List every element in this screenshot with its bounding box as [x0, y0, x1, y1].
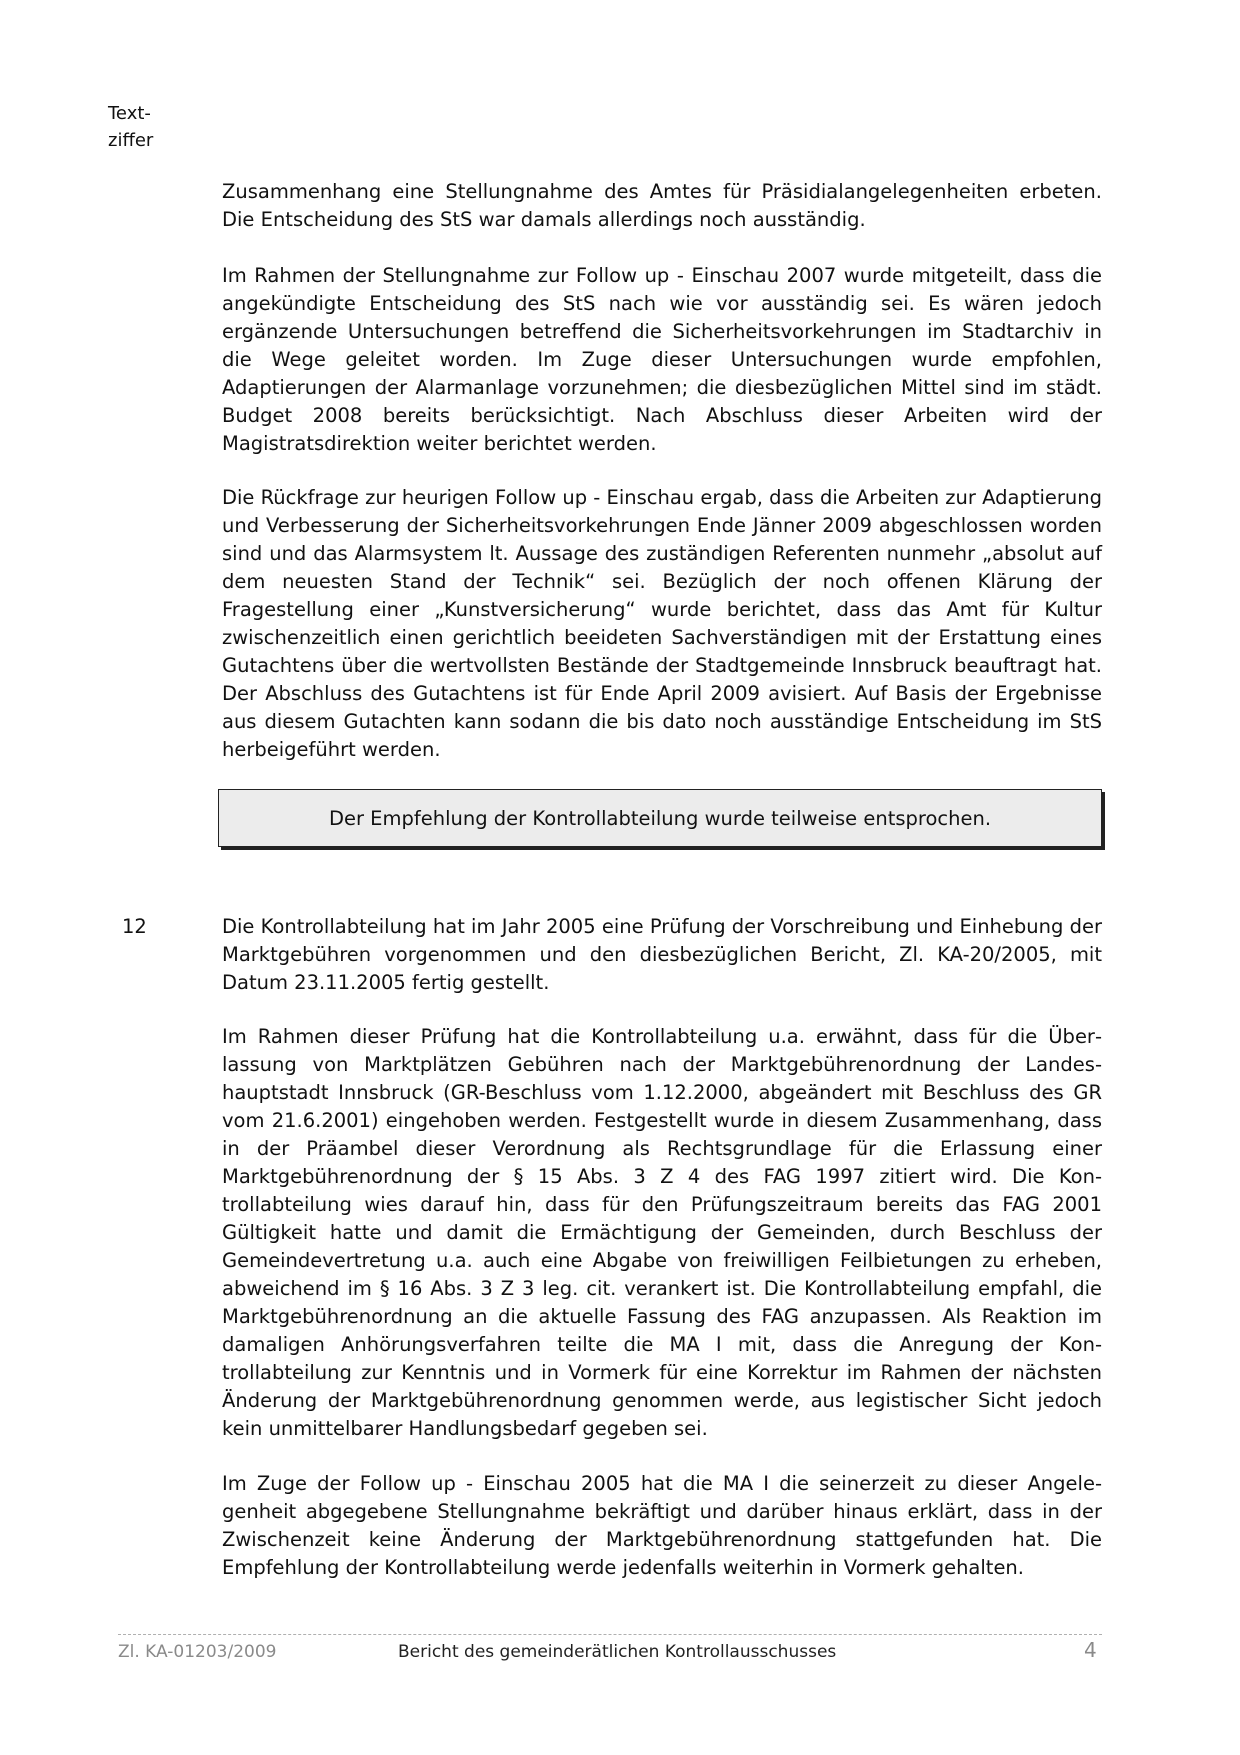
paragraph-text: Die Kontrollabteilung hat im Jahr 2005 eine Prüfung der Vorschreibung und Einhebung der Marktgebühren vorgenommen und den diesbezüglichen Bericht, Zl. KA-20/2005, mit Datum 23.11.2005 fertig gestellt.: [222, 915, 1102, 994]
paragraph-audit-2005: [222, 913, 1102, 997]
paragraph-text: Im Rahmen dieser Prüfung hat die Kontrollabteilung u.a. erwähnt, dass für die Überlassung von Marktplätzen Gebühren nach der Marktgebührenordnung der Landeshauptstadt Innsbruck (GR-Beschluss vom 1.12.2000, abgeändert mit Beschluss des GR vom 21.6.2001) eingehoben werden. Festgestellt wurde in diesem Zusammenhang, dass in der Präambel dieser Verordnung als Rechtsgrundlage für die Erlassung einer Marktgebührenordnung der § 15 Abs. 3 Z 4 des FAG 1997 zitiert wird. Die Kontrollabteilung wies darauf hin, dass für den Prüfungszeitraum bereits das FAG 2001 Gültigkeit hatte und damit die Ermächtigung der Gemeinden, durch Beschluss der Gemeindevertretung u.a. auch eine Abgabe von freiwilligen Feilbietungen zu erheben, abweichend im § 16 Abs. 3 Z 3 leg. cit. verankert ist. Die Kontrollabteilung empfahl, die Marktgebührenordnung an die aktuelle Fassung des FAG anzupassen. Als Reaktion im damaligen Anhörungsverfahren teilte die MA I mit, dass die Anregung der Kontrollabteilung zur Kenntnis und in Vormerk für eine Korrektur im Rahmen der nächsten Änderung der Marktgebührenordnung genommen werde, aus legistischer Sicht jedoch kein unmittelbarer Handlungsbedarf gegeben sei.: [222, 1025, 1102, 1440]
result-box: [218, 789, 1102, 847]
paragraph-text: Die Rückfrage zur heurigen Follow up - Einschau ergab, dass die Arbeiten zur Adaptierung und Verbesserung der Sicherheitsvorkehrungen Ende Jänner 2009 abgeschlossen worden sind und das Alarmsystem lt. Aussage des zuständigen Referenten nunmehr „absolut auf dem neuesten Stand der Technik“ sei. Bezüglich der noch offenen Klärung der Fragestellung einer „Kunstversicherung“ wurde berichtet, dass das Amt für Kultur zwischenzeitlich einen gerichtlich beeideten Sachverständigen mit der Erstattung eines Gutachtens über die wertvollsten Bestände der Stadtgemeinde Innsbruck beauftragt hat. Der Abschluss des Gutachtens ist für Ende April 2009 avisiert. Auf Basis der Ergebnisse aus diesem Gutachten kann sodann die bis dato noch ausständige Entscheidung im StS herbeigeführt werden.: [222, 486, 1102, 761]
page-number: 4: [1084, 1638, 1097, 1662]
margin-label-line1: Text-: [108, 103, 151, 124]
footer-divider: [118, 1634, 1102, 1635]
paragraph-text: Im Rahmen der Stellungnahme zur Follow up - Einschau 2007 wurde mitgeteilt, dass die angekündigte Entscheidung des StS nach wie vor ausständig sei. Es wären jedoch ergänzende Untersuchungen betreffend die Sicherheitsvorkehrungen im Stadtarchiv in die Wege geleitet worden. Im Zuge dieser Untersuchungen wurde empfohlen, Adaptierungen der Alarmanlage vorzunehmen; die diesbezüglichen Mittel sind im städt. Budget 2008 bereits berücksichtigt. Nach Abschluss dieser Arbeiten wird der Magistratsdirektion weiter berichtet werden.: [222, 264, 1102, 455]
footer-title: Bericht des gemeinderätlichen Kontrollausschusses: [398, 1642, 837, 1662]
paragraph-follow-up-2005: [222, 1470, 1102, 1582]
margin-label-line2: ziffer: [108, 130, 154, 151]
footer-reference: Zl. KA-01203/2009: [118, 1642, 277, 1662]
paragraph-text: Im Zuge der Follow up - Einschau 2005 hat die MA I die seinerzeit zu dieser Angelegenheit abgegebene Stellungnahme bekräftigt und darüber hinaus erklärt, dass in der Zwischenzeit keine Änderung der Marktgebührenordnung stattgefunden hat. Die Empfehlung der Kontrollabteilung werde jedenfalls weiterhin in Vormerk gehalten.: [222, 1472, 1102, 1579]
paragraph-follow-up-2007: [222, 262, 1102, 458]
textziffer-column-header: [108, 100, 153, 154]
paragraph-follow-up-current: [222, 484, 1102, 764]
textziffer-number: 12: [122, 915, 147, 938]
paragraph-text: Zusammenhang eine Stellungnahme des Amtes für Präsidialangelegenheiten erbeten. Die Entscheidung des StS war damals allerdings noch ausständig.: [222, 180, 1102, 231]
paragraph-continuation: [222, 178, 1102, 234]
result-box-text: Der Empfehlung der Kontrollabteilung wurde teilweise entsprochen.: [328, 806, 992, 830]
paragraph-audit-details: [222, 1023, 1102, 1443]
